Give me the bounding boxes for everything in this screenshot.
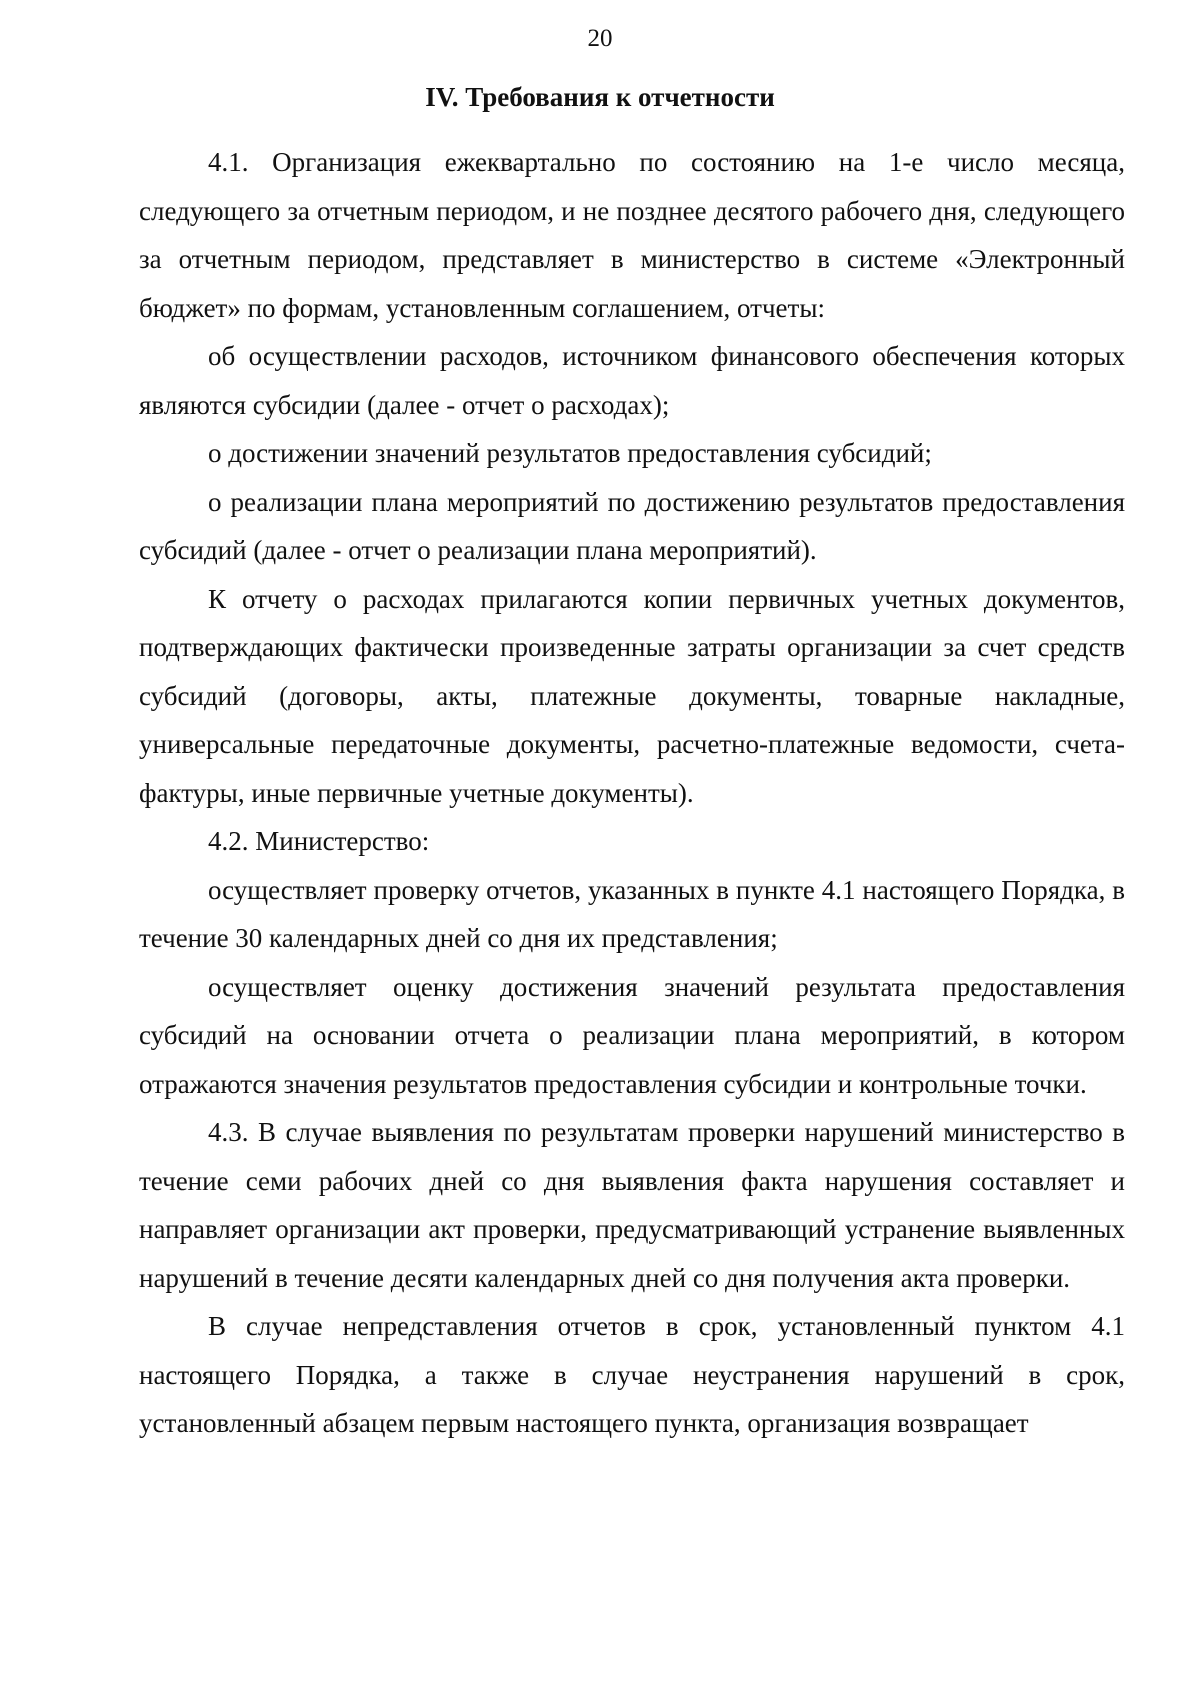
section-title: IV. Требования к отчетности xyxy=(425,82,775,112)
paragraph-attachments: К отчету о расходах прилагаются копии первичных учетных документов, подтверждающих фактически произведенные затраты организации за счет средств субсидий (договоры, акты, платежные документы, товарные накладные, универсальные передаточные документы, расчетно-платежные ведомости, счета-фактуры, иные первичные учетные документы). xyxy=(139,583,1125,808)
page-number: 20 xyxy=(587,25,613,52)
paragraph-nonsubmission: В случае непредставления отчетов в срок, установленный пунктом 4.1 настоящего Порядка, а также в случае неустранения нарушений в срок, установленный абзацем первым настоящего пункта, организация возвращает xyxy=(139,1311,1125,1438)
paragraph-results-report: о достижении значений результатов предоставления субсидий; xyxy=(208,438,932,468)
paragraph-4-3: 4.3. В случае выявления по результатам проверки нарушений министерство в течение семи рабочих дней со дня выявления факта нарушения составляет и направляет организации акт проверки, предусматривающий устранение выявленных нарушений в течение десяти календарных дней со дня получения акта проверки. xyxy=(139,1117,1125,1293)
paragraph-results-evaluation: осуществляет оценку достижения значений результата предоставления субсидий на основании отчета о реализации плана мероприятий, в котором отражаются значения результатов предоставления субсидии и контрольные точки. xyxy=(139,971,1125,1099)
paragraph-expenses-report: об осуществлении расходов, источником финансового обеспечения которых являются субсидии (далее - отчет о расходах); xyxy=(139,341,1125,420)
paragraph-4-1: 4.1. Организация ежеквартально по состоянию на 1-е число месяца, следующего за отчетным периодом, и не позднее десятого рабочего дня, следующего за отчетным периодом, представляет в министерство в системе «Электронный бюджет» по формам, установленным соглашением, отчеты: xyxy=(139,147,1125,323)
paragraph-report-check: осуществляет проверку отчетов, указанных в пункте 4.1 настоящего Порядка, в течение 30 календарных дней со дня их представления; xyxy=(139,874,1125,953)
document-body xyxy=(139,138,1125,1448)
paragraph-plan-report: о реализации плана мероприятий по достижению результатов предоставления субсидий (далее - отчет о реализации плана мероприятий). xyxy=(139,486,1125,565)
paragraph-4-2: 4.2. Министерство: xyxy=(208,826,430,856)
